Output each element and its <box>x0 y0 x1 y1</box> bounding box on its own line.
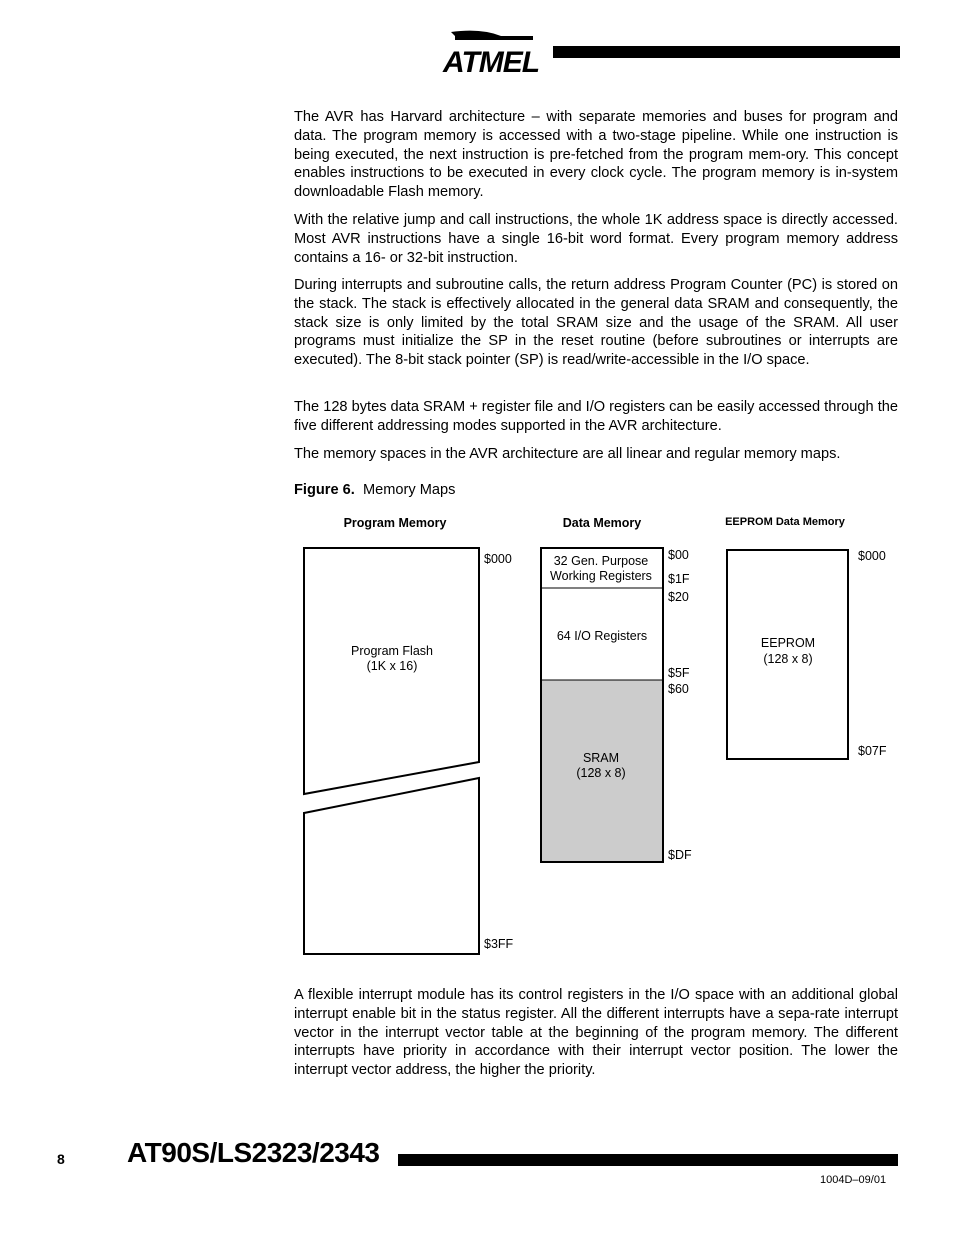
io-registers-label: 64 I/O Registers <box>556 629 648 643</box>
paragraph-memory-spaces: The memory spaces in the AVR architecture are all linear and regular memory maps. <box>294 446 841 462</box>
figure-label: Figure 6. <box>294 482 355 498</box>
document-title: AT90S/LS2323/2343 <box>127 1137 380 1168</box>
paragraph-addressing: The 128 bytes data SRAM + register file and I/O registers can be easily accessed through the five different addressing modes supported in the AVR architecture. <box>294 399 898 434</box>
data-addr-5f: $5F <box>668 666 690 680</box>
program-flash-lower-block <box>304 778 479 954</box>
paragraph-jump-call: With the relative jump and call instructions, the whole 1K address space is directly accessed. Most AVR instructions have a single 16-bit word format. Every program memory address contains a 16- or 32-bit instruction. <box>294 212 898 266</box>
sram-size: (128 x 8) <box>576 766 626 780</box>
program-addr-start: $000 <box>484 552 512 566</box>
data-addr-00: $00 <box>668 548 689 562</box>
data-addr-df: $DF <box>668 848 692 862</box>
program-flash-size: (1K x 16) <box>366 659 418 673</box>
sram-label: SRAM <box>582 751 620 765</box>
eeprom-memory-heading: EEPROM Data Memory <box>725 516 845 528</box>
eeprom-addr-start: $000 <box>858 549 886 563</box>
page-number: 8 <box>57 1151 65 1167</box>
logo-text: ATMEL <box>443 46 539 78</box>
eeprom-size: (128 x 8) <box>763 652 813 666</box>
program-memory-heading: Program Memory <box>343 516 447 530</box>
data-addr-60: $60 <box>668 682 689 696</box>
program-flash-label: Program Flash <box>351 644 433 658</box>
paragraph-harvard: The AVR has Harvard architecture – with separate memories and buses for program and data. The program memory is accessed with a two-stage pipeline. While one instruction is being executed, the next instruction is pre-fetched from the program mem-ory. This concept enables instructions to be executed in every clock cycle. The program memory is in-system downloadable Flash memory. <box>294 109 898 201</box>
footer-rule <box>398 1154 898 1166</box>
data-addr-1f: $1F <box>668 572 690 586</box>
paragraph-interrupt-module: A flexible interrupt module has its control registers in the I/O space with an additional global interrupt enable bit in the status register. All the different interrupts have a sepa-rate interrupt vector in the interrupt vector table at the beginning of the program memory. The different interrupts have priority in accordance with their interrupt vector position. The lower the interrupt vector address, the higher the priority. <box>294 987 898 1079</box>
paragraph-interrupts-stack: During interrupts and subroutine calls, the return address Program Counter (PC) is stored on the stack. The stack is effectively allocated in the general data SRAM and consequently, the stack size is only limited by the total SRAM size and the usage of the SRAM. All user programs must initialize the SP in the reset routine (before subroutines or interrupts are executed). The 8-bit stack pointer (SP) is read/write-accessible in the I/O space. <box>294 277 898 369</box>
document-code: 1004D–09/01 <box>820 1174 887 1186</box>
data-addr-20: $20 <box>668 590 689 604</box>
program-addr-end: $3FF <box>484 937 514 951</box>
figure-title: Memory Maps <box>362 482 456 498</box>
eeprom-addr-end: $07F <box>858 744 887 758</box>
eeprom-label: EEPROM <box>760 636 816 650</box>
data-memory-heading: Data Memory <box>562 516 642 530</box>
gpr-label-line2: Working Registers <box>550 569 652 583</box>
gpr-label-line1: 32 Gen. Purpose <box>553 554 649 568</box>
